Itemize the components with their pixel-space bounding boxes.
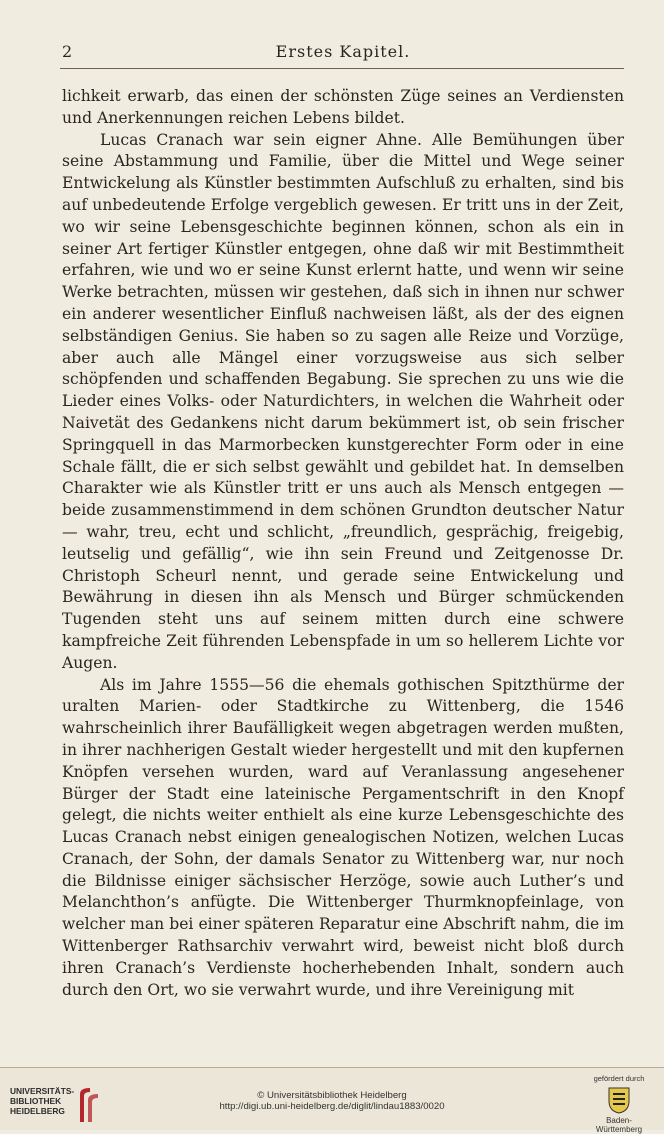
sponsor-block (584, 1074, 654, 1134)
copyright-text: © Universitätsbibliothek Heidelberg (257, 1090, 407, 1101)
body-text (62, 86, 624, 1001)
digitization-footer (0, 1067, 664, 1134)
paragraph-1: lichkeit erwarb, das einen der schönsten Züge seines an Verdiensten und Anerkennungen reichen Lebens bildet. (62, 87, 624, 127)
header-rule (60, 68, 624, 69)
paragraph-3: Als im Jahre 1555—56 die ehemals gothischen Spitzthürme der uralten Marien- oder Stadtkirche zu Wittenberg, die 1546 wahrscheinlich ihrer Baufälligkeit wegen abgetragen werden mußten, in ihrer nachherigen Gestalt wieder hergestellt und mit den kupfernen Knöpfen versehen wurden, ward auf Veranlassung angesehener Bürger der Stadt eine lateinische Pergamentschrift in den Knopf gelegt, die nichts weiter enthielt als eine kurze Lebensgeschichte des Lucas Cranach nebst einigen genealogischen Notizen, welchen Lucas Cranach, der Sohn, der damals Senator zu Wittenberg war, nur noch die Bildnisse einiger sächsischer Herzöge, sowie auch Luther’s und Melanchthon’s anfügte. Die Wittenberger Thurmknopfeinlage, von welcher man bei einer späteren Reparatur eine Abschrift nahm, die im Wittenberger Rathsarchiv verwahrt wird, beweist nicht bloß durch ihren Cranach’s Verdienste hocherhebenden Inhalt, sondern auch durch den Ort, wo sie verwahrt wurde, und ihre Vereinigung mit (62, 675, 624, 999)
sponsor-label: gefördert durch (593, 1074, 645, 1083)
coat-of-arms-icon (605, 1085, 633, 1115)
library-name: UNIVERSITÄTS- BIBLIOTHEK HEIDELBERG (10, 1086, 75, 1116)
library-mark-icon (76, 1086, 104, 1124)
copyright-block (160, 1090, 504, 1112)
library-logo[interactable] (10, 1086, 105, 1124)
permalink[interactable]: http://digi.ub.uni-heidelberg.de/diglit/lindau1883/0020 (219, 1101, 445, 1112)
running-title: Erstes Kapitel. (275, 42, 411, 61)
sponsor-state: Baden-Württemberg (595, 1116, 643, 1134)
page-header (62, 42, 624, 66)
paragraph-2: Lucas Cranach war sein eigner Ahne. Alle Bemühungen über seine Abstammung und Familie, über die Mittel und Wege seiner Entwickelung als Künstler bestimmten Aufschluß zu erhalten, sind bis auf unbedeutende Erfolge vergeblich gewesen. Er tritt uns in der Zeit, wo wir seine Lebensgeschichte beginnen können, schon als ein in seiner Art fertiger Künstler entgegen, ohne daß wir mit Bestimmtheit erfahren, wie und wo er seine Kunst erlernt hatte, und wenn wir seine Werke betrachten, müssen wir gestehen, daß sich in ihnen nur schwer ein anderer wesentlicher Einfluß nachweisen läßt, als der des eignen selbständigen Genius. Sie haben so zu sagen alle Reize und Vorzüge, aber auch alle Mängel einer vorzugsweise aus sich selber schöpfenden und schaffenden Begabung. Sie sprechen zu uns wie die Lieder eines Volks- oder Naturdichters, in welchen die Wahrheit oder Naivetät des Gedankens nicht darum bekümmert ist, ob sein frischer Springquell in das Marmorbecken kunstgerechter Form oder in eine Schale fällt, die er sich selbst gewählt und gebildet hat. In demselben Charakter wie als Künstler tritt er uns auch als Mensch entgegen — beide zusammenstimmend in dem schönen Grundton deutscher Natur — wahr, treu, echt und schlicht, „freundlich, gesprächig, freigebig, leutselig und gefällig“, wie ihn sein Freund und Zeitgenosse Dr. Christoph Scheurl nennt, und gerade seine Entwickelung und Bewährung in diesen ihn als Mensch und Bürger schmückenden Tugenden steht uns auf seinem mitten durch eine schwere kampfreiche Zeit führenden Lebenspfade in um so hellerem Lichte vor Augen. (62, 130, 624, 672)
page-number: 2 (62, 42, 73, 61)
